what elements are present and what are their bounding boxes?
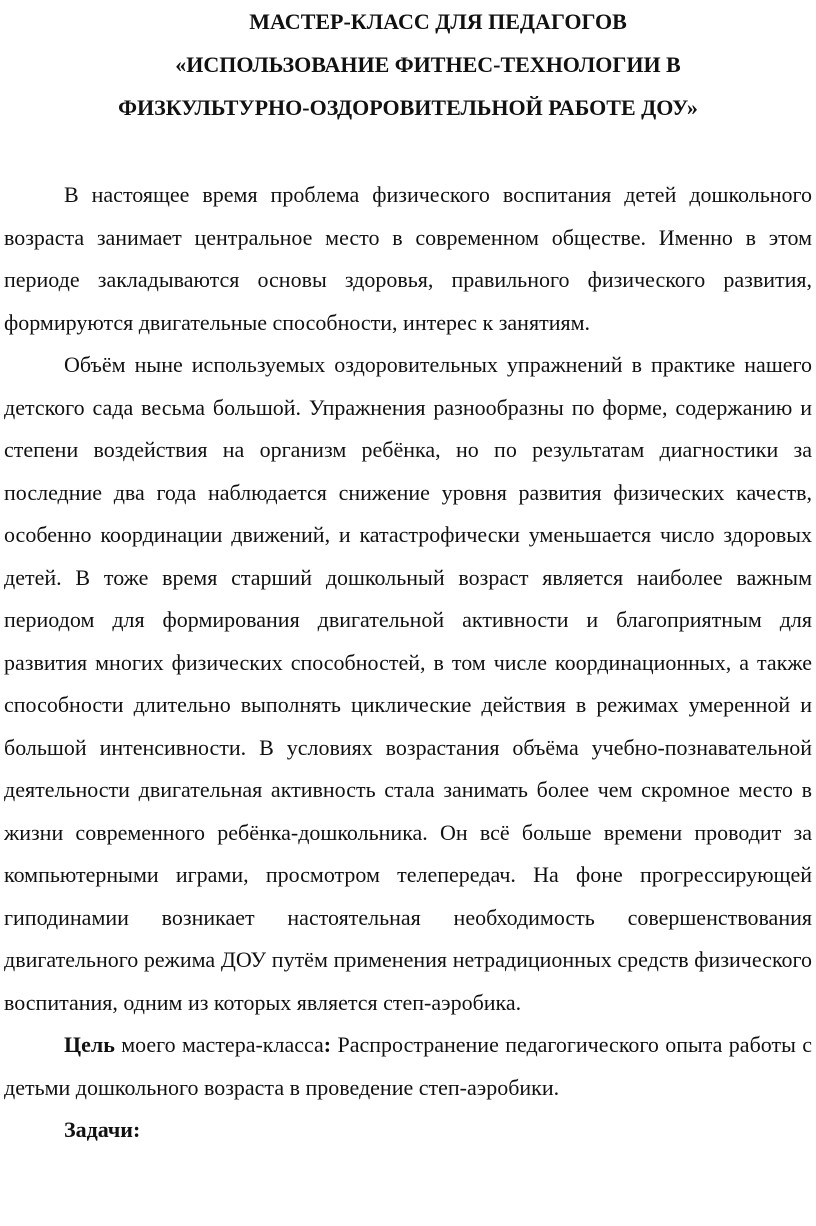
goal-text: Распространение педагогического опыта работы с детьми дошкольного возраста в проведение степ-аэробики. <box>4 1032 813 1100</box>
title-line-2: «ИСПОЛЬЗОВАНИЕ ФИТНЕС-ТЕХНОЛОГИИ В <box>175 52 681 77</box>
goal-label: Цель <box>64 1032 115 1057</box>
goal-middle: моего мастера-класса <box>114 1032 324 1057</box>
paragraph-intro: В настоящее время проблема физического воспитания детей дошкольного возраста занимает центральное место в современном обществе. Именно в этом периоде закладываются основы здоровья, правильного физического развития, формируются двигательные способности, интерес к занятиям. <box>4 182 812 335</box>
goal-colon: : <box>323 1032 332 1057</box>
tasks-heading: Задачи: <box>64 1117 141 1142</box>
paragraph-exercises: Объём ныне используемых оздоровительных упражнений в практике нашего детского сада весьма большой. Упражнения разнообразны по форме, содержанию и степени воздействия на организм ребёнка, но по результатам диагностики за последние два года наблюдается снижение уровня развития физических качеств, особенно координации движений, и катастрофически уменьшается число здоровых детей. В тоже время старший дошкольный возраст является наиболее важным периодом для формирования двигательной активности и благоприятным для развития многих физических способностей, в том числе координационных, а также способности длительно выполнять циклические действия в режимах умеренной и большой интенсивности. В условиях возрастания объёма учебно-познавательной деятельности двигательная активность стала занимать более чем скромное место в жизни современного ребёнка-дошкольника. Он всё больше времени проводит за компьютерными играми, просмотром телепередач. На фоне прогрессирующей гиподинамии возникает настоятельная необходимость совершенствования двигательного режима ДОУ путём применения нетрадиционных средств физического воспитания, одним из которых является степ-аэробика. <box>4 352 812 1015</box>
paragraph-goal <box>4 1024 812 1109</box>
title-line-3: ФИЗКУЛЬТУРНО-ОЗДОРОВИТЕЛЬНОЙ РАБОТЕ ДОУ» <box>118 95 698 120</box>
document-title <box>4 0 812 129</box>
title-line-1: МАСТЕР-КЛАСС ДЛЯ ПЕДАГОГОВ <box>249 9 627 34</box>
